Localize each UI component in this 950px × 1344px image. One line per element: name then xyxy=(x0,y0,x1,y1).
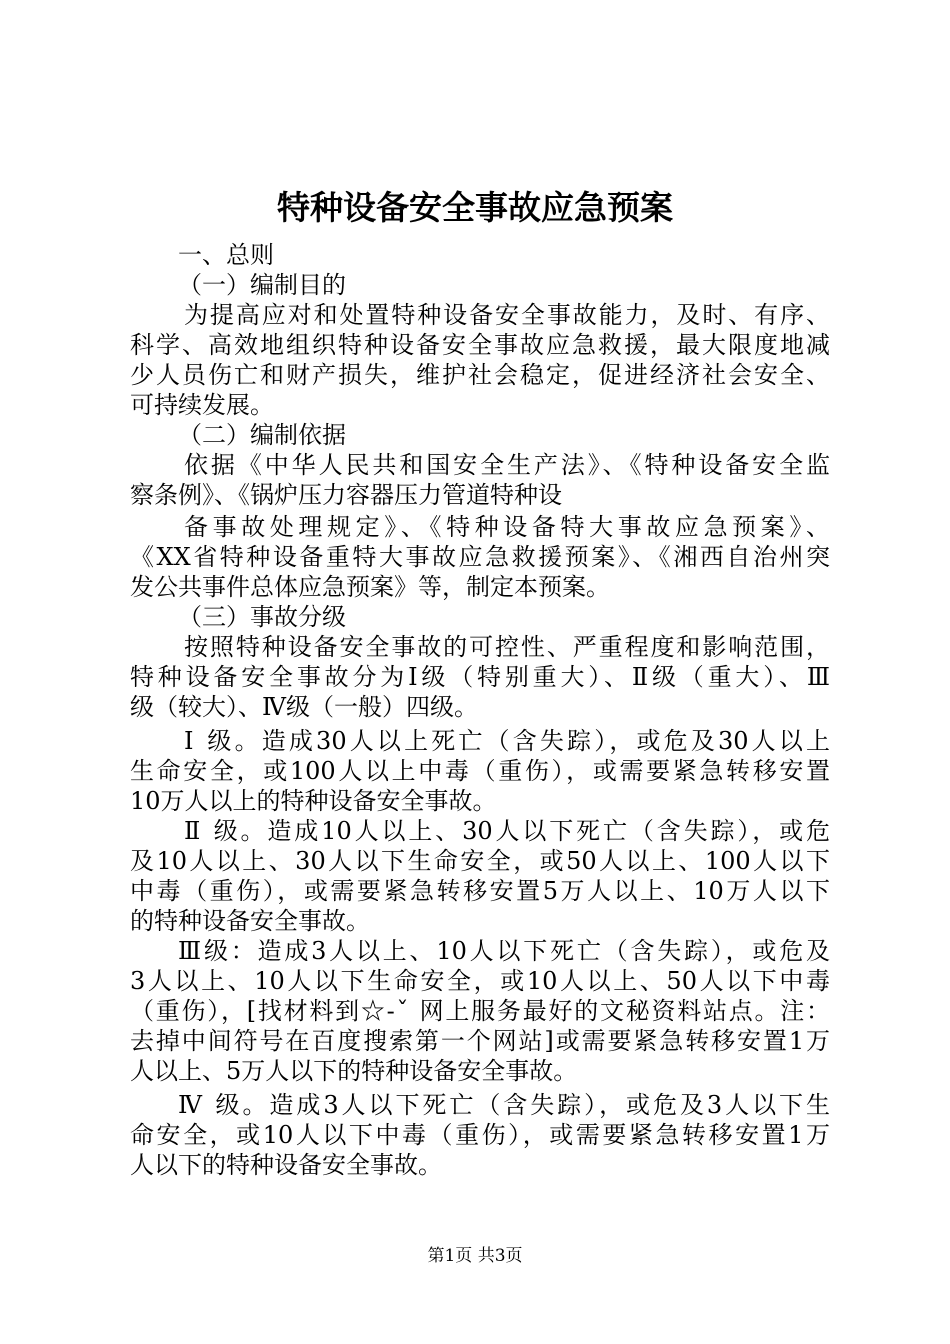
paragraph-line: 级（较大）、Ⅳ级（一般）四级。 xyxy=(130,693,478,721)
paragraph-line: 命安全，或10人以下中毒（重伤），或需要紧急转移安置1万 xyxy=(130,1121,830,1149)
paragraph-line: 的特种设备安全事故。 xyxy=(130,907,370,935)
paragraph-line: 《XX省特种设备重特大事故应急救援预案》、《湘西自治州突 xyxy=(130,543,830,571)
paragraph-line: 生命安全，或100人以上中毒（重伤），或需要紧急转移安置 xyxy=(130,757,830,785)
paragraph-line: 去掉中间符号在百度搜索第一个网站]或需要紧急转移安置1万 xyxy=(130,1027,830,1055)
paragraph-line: （重伤），[找材料到☆-ˇ 网上服务最好的文秘资料站点。注： xyxy=(130,997,830,1025)
paragraph-line: 察条例》、《锅炉压力容器压力管道特种设 xyxy=(130,481,562,509)
paragraph-line: 人以下的特种设备安全事故。 xyxy=(130,1151,442,1179)
section-heading-general: 一、总则 xyxy=(178,241,274,269)
paragraph-line: 为提高应对和处置特种设备安全事故能力，及时、有序、 xyxy=(184,301,830,329)
paragraph-line: 可持续发展。 xyxy=(130,391,274,419)
paragraph-line: 特种设备安全事故分为Ⅰ级（特别重大）、Ⅱ级（重大）、Ⅲ xyxy=(130,663,830,691)
paragraph-line: Ⅲ级：造成3人以上、10人以下死亡（含失踪），或危及 xyxy=(178,937,830,965)
paragraph-line: 发公共事件总体应急预案》等，制定本预案。 xyxy=(130,573,610,601)
subsection-heading-basis: （二）编制依据 xyxy=(178,421,346,449)
paragraph-line: Ⅰ 级。造成30人以上死亡（含失踪），或危及30人以上 xyxy=(184,727,830,755)
paragraph-line: Ⅱ 级。造成10人以上、30人以下死亡（含失踪），或危 xyxy=(184,817,830,845)
document-title: 特种设备安全事故应急预案 xyxy=(277,188,673,227)
subsection-heading-purpose: （一）编制目的 xyxy=(178,271,346,299)
paragraph-line: Ⅳ 级。造成3人以下死亡（含失踪），或危及3人以下生 xyxy=(178,1091,830,1119)
paragraph-line: 依据《中华人民共和国安全生产法》、《特种设备安全监 xyxy=(184,451,830,479)
paragraph-line: 人以上、5万人以下的特种设备安全事故。 xyxy=(130,1057,578,1085)
paragraph-line: 及10人以上、30人以下生命安全，或50人以上、100人以下 xyxy=(130,847,830,875)
paragraph-line: 3人以上、10人以下生命安全，或10人以上、50人以下中毒 xyxy=(130,967,830,995)
paragraph-line: 中毒（重伤），或需要紧急转移安置5万人以上、10万人以下 xyxy=(130,877,830,905)
paragraph-line: 按照特种设备安全事故的可控性、严重程度和影响范围， xyxy=(184,633,830,661)
paragraph-line: 少人员伤亡和财产损失，维护社会稳定，促进经济社会安全、 xyxy=(130,361,830,389)
paragraph-line: 备事故处理规定》、《特种设备特大事故应急预案》、 xyxy=(184,513,830,541)
paragraph-line: 科学、高效地组织特种设备安全事故应急救援，最大限度地减 xyxy=(130,331,830,359)
paragraph-line: 10万人以上的特种设备安全事故。 xyxy=(130,787,497,815)
subsection-heading-classification: （三）事故分级 xyxy=(178,603,346,631)
page-number-footer: 第1页 共3页 xyxy=(427,1246,523,1266)
